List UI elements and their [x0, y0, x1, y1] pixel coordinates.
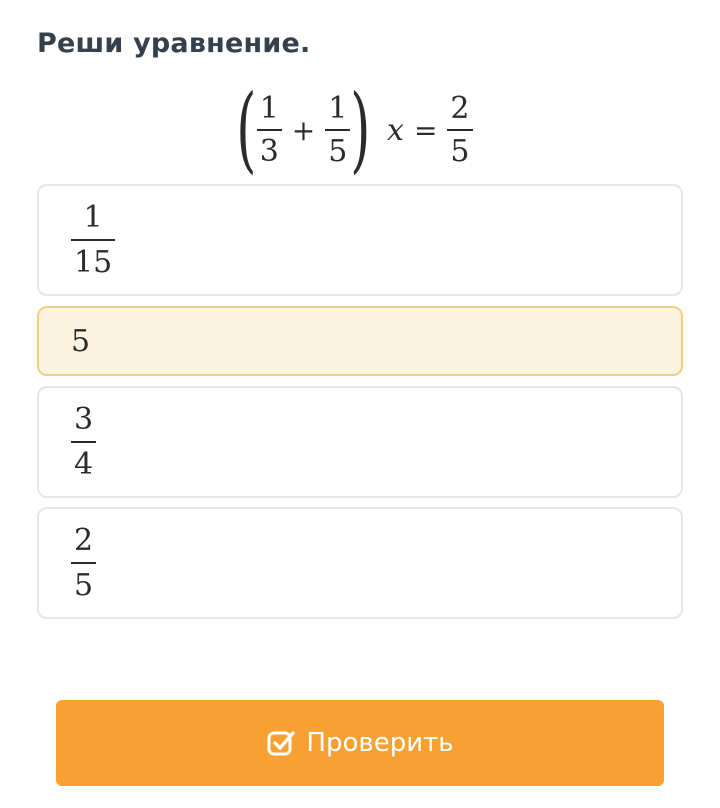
checkbox-check-icon	[266, 728, 296, 758]
fraction-numerator: 1	[259, 90, 279, 126]
equation-fraction-2	[325, 90, 350, 169]
answer-option-1[interactable]	[37, 184, 683, 296]
plus-sign: +	[291, 113, 316, 147]
check-button[interactable]	[56, 700, 664, 786]
option-fraction	[71, 401, 96, 482]
fraction-denominator: 3	[259, 133, 279, 169]
check-button-label: Проверить	[306, 728, 454, 758]
equation-fraction-1	[257, 90, 282, 169]
fraction-bar	[71, 239, 115, 241]
fraction-numerator: 2	[450, 90, 470, 126]
fraction-numerator: 1	[83, 199, 103, 235]
fraction-bar	[71, 441, 96, 443]
fraction-denominator: 5	[74, 567, 94, 603]
variable-x: x	[387, 112, 404, 148]
option-fraction	[71, 522, 96, 603]
fraction-numerator: 2	[74, 522, 94, 558]
answer-option-3[interactable]	[37, 386, 683, 498]
option-value: 5	[71, 323, 91, 359]
equals-sign: =	[413, 113, 438, 147]
answer-option-2[interactable]	[37, 306, 683, 376]
fraction-denominator: 5	[450, 133, 470, 169]
fraction-denominator: 5	[328, 133, 348, 169]
fraction-bar	[71, 562, 96, 564]
task-title: Реши уравнение.	[37, 28, 311, 59]
fraction-bar	[447, 129, 472, 131]
option-fraction	[71, 199, 115, 280]
equation	[228, 75, 508, 184]
fraction-numerator: 1	[328, 90, 348, 126]
fraction-bar	[257, 129, 282, 131]
fraction-bar	[325, 129, 350, 131]
right-paren: )	[350, 75, 371, 184]
left-paren: (	[236, 75, 257, 184]
fraction-denominator: 15	[74, 244, 113, 280]
fraction-numerator: 3	[74, 401, 94, 437]
fraction-denominator: 4	[74, 446, 94, 482]
answer-option-4[interactable]	[37, 507, 683, 619]
equation-rhs-fraction	[447, 90, 472, 169]
